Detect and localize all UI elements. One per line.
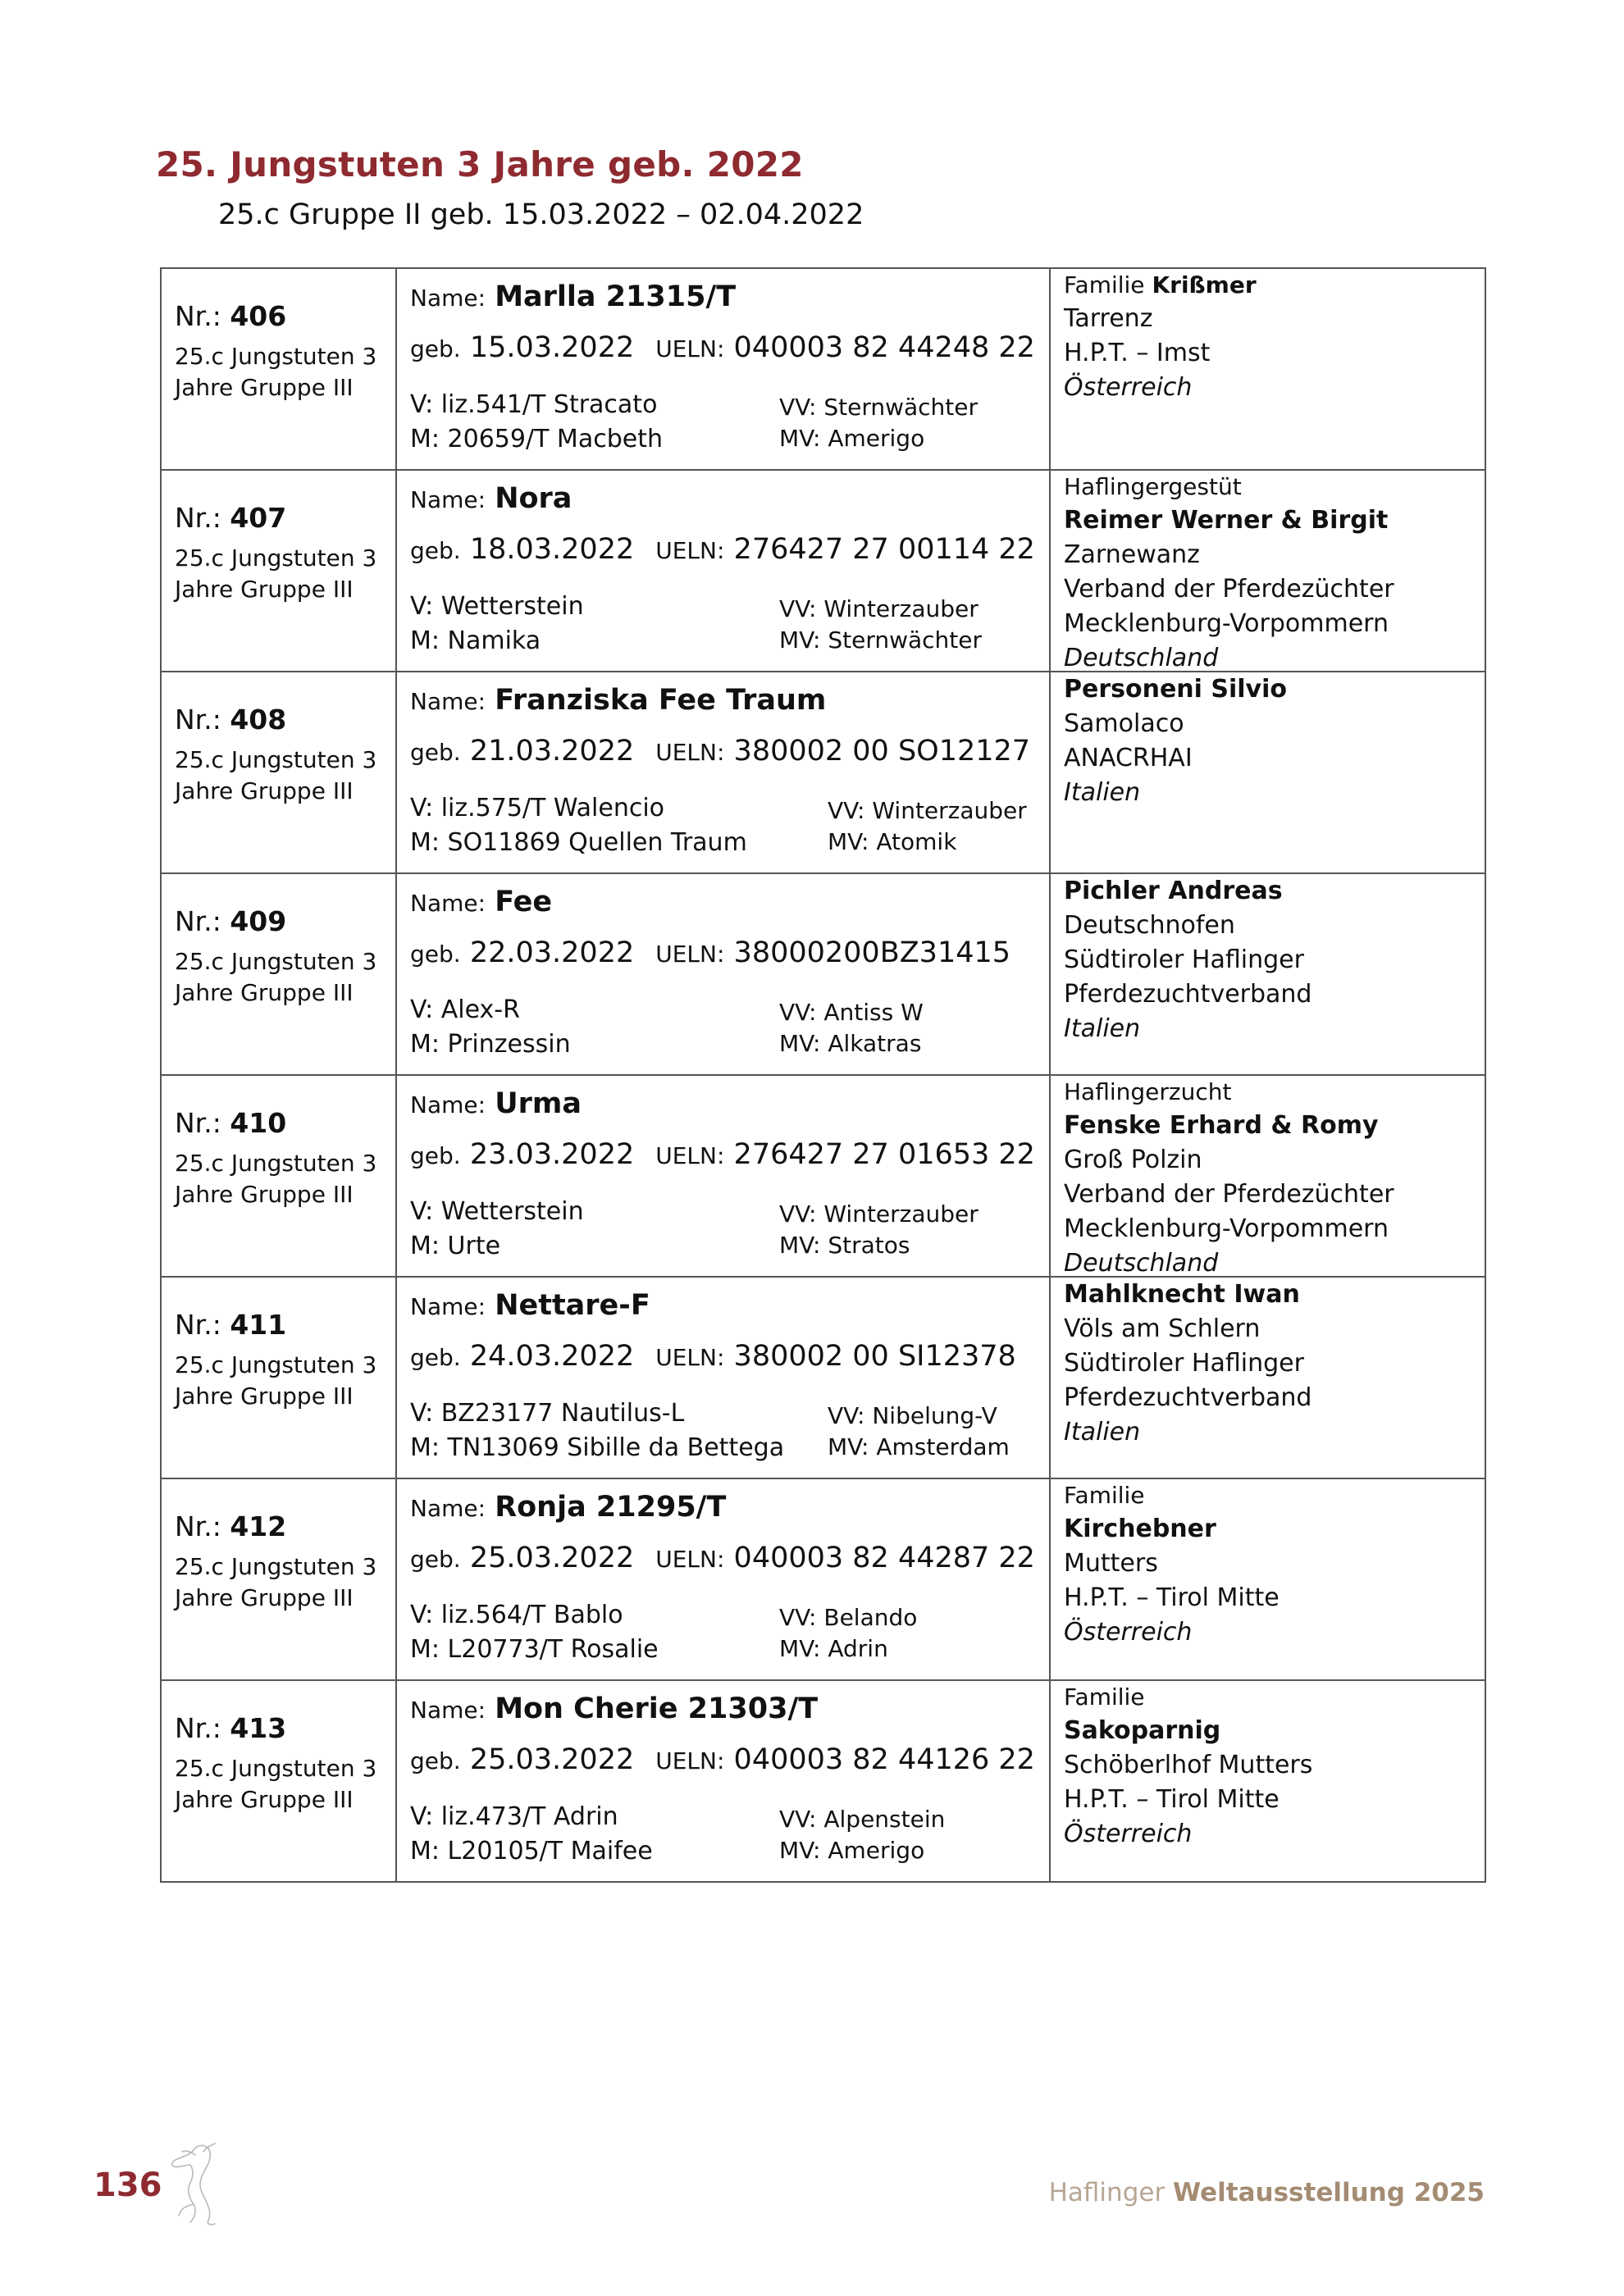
owner-line-text: Haflingergestüt xyxy=(1064,473,1242,500)
horse-info-cell xyxy=(396,1277,1050,1478)
owner-line-text: Deutschland xyxy=(1064,644,1219,672)
sire: V: BZ23177 Nautilus-L xyxy=(410,1399,685,1428)
name-label: Name: xyxy=(410,285,486,312)
owner-line xyxy=(1064,1581,1280,1615)
owner-line-text: Verband der Pferdezüchter xyxy=(1064,575,1394,604)
birth-ueln xyxy=(410,1340,1016,1373)
entries-body xyxy=(161,268,1485,1882)
owner-line xyxy=(1064,1681,1312,1714)
nr-value: 411 xyxy=(230,1309,287,1341)
nr-value: 408 xyxy=(230,704,287,736)
ueln-label: UELN: xyxy=(655,1747,725,1774)
birth-ueln xyxy=(410,331,1035,364)
owner-line xyxy=(1064,1783,1312,1817)
name-value: Marlla 21315/T xyxy=(495,280,737,313)
owner-line xyxy=(1064,707,1287,741)
owner-line-text: Groß Polzin xyxy=(1064,1146,1202,1174)
owner-line-text: Völs am Schlern xyxy=(1064,1314,1261,1343)
owner-line-text: Österreich xyxy=(1064,1618,1193,1647)
owner-line-text: Pichler Andreas xyxy=(1064,877,1283,905)
owner-line-text: Mecklenburg-Vorpommern xyxy=(1064,1214,1389,1243)
entry-number xyxy=(175,300,286,332)
sire: V: Alex-R xyxy=(410,995,520,1024)
birth-date: 23.03.2022 xyxy=(469,1138,635,1171)
birth-date: 25.03.2022 xyxy=(469,1743,635,1776)
dam: M: SO11869 Quellen Traum xyxy=(410,828,747,857)
owner-cell xyxy=(1050,1478,1485,1680)
owner-line xyxy=(1064,336,1257,371)
owner-line-text: Schöberlhof Mutters xyxy=(1064,1751,1313,1779)
owner-block xyxy=(1064,1278,1312,1450)
owner-line xyxy=(1064,471,1394,503)
dam: M: 20659/T Macbeth xyxy=(410,425,663,453)
geb-label: geb. xyxy=(410,537,461,564)
entry-group: 25.c Jungstuten 3 Jahre Gruppe III xyxy=(175,343,377,401)
owner-line xyxy=(1064,1346,1312,1381)
nr-value: 410 xyxy=(230,1107,287,1139)
table-row xyxy=(161,1075,1485,1277)
sire-sire: VV: Belando xyxy=(779,1604,918,1631)
birth-ueln xyxy=(410,936,1010,969)
nr-label: Nr.: xyxy=(175,1510,221,1542)
entry-number-cell xyxy=(161,1075,396,1277)
entry-group: 25.c Jungstuten 3 Jahre Gruppe III xyxy=(175,1150,377,1208)
owner-block xyxy=(1064,1681,1312,1852)
owner-line xyxy=(1064,607,1394,641)
entry-number xyxy=(175,1309,286,1341)
owner-line xyxy=(1064,1012,1312,1046)
horse-info-cell xyxy=(396,1075,1050,1277)
horse-name xyxy=(410,1491,726,1524)
dam-sire: MV: Amerigo xyxy=(779,425,925,452)
entry-number-cell xyxy=(161,1680,396,1882)
ueln-label: UELN: xyxy=(655,1344,725,1371)
ueln-value: 380002 00 SO12127 xyxy=(733,735,1031,768)
owner-line-text: Österreich xyxy=(1064,373,1193,402)
table-row xyxy=(161,672,1485,873)
owner-line xyxy=(1064,1178,1394,1212)
owner-line xyxy=(1064,1312,1312,1346)
footer-brand xyxy=(1049,2178,1485,2207)
sire-sire: VV: Winterzauber xyxy=(828,797,1027,824)
geb-label: geb. xyxy=(410,941,461,968)
dam: M: Namika xyxy=(410,626,541,655)
page-subtitle: 25.c Gruppe II geb. 15.03.2022 – 02.04.2022 xyxy=(218,198,864,231)
page-number: 136 xyxy=(94,2166,162,2204)
horse-logo-icon xyxy=(157,2140,231,2230)
dam-sire: MV: Amsterdam xyxy=(828,1433,1010,1460)
name-value: Urma xyxy=(495,1087,582,1120)
sire-sire: VV: Winterzauber xyxy=(779,595,979,622)
dam-sire: MV: Atomik xyxy=(828,828,957,855)
sire-sire: VV: Nibelung-V xyxy=(828,1402,997,1429)
owner-line xyxy=(1064,874,1312,909)
sire-sire: VV: Winterzauber xyxy=(779,1200,979,1228)
dam-sire: MV: Adrin xyxy=(779,1635,888,1662)
owner-line-text: Kirchebner xyxy=(1064,1515,1216,1543)
ueln-value: 38000200BZ31415 xyxy=(733,936,1011,969)
owner-line xyxy=(1064,1615,1280,1650)
nr-label: Nr.: xyxy=(175,704,221,736)
nr-value: 407 xyxy=(230,502,287,534)
name-value: Nora xyxy=(495,482,573,515)
owner-line-text: Österreich xyxy=(1064,1820,1193,1848)
ueln-value: 040003 82 44287 22 xyxy=(733,1542,1035,1574)
geb-label: geb. xyxy=(410,1142,461,1169)
owner-cell xyxy=(1050,1277,1485,1478)
owner-block xyxy=(1064,672,1287,810)
geb-label: geb. xyxy=(410,335,461,362)
ueln-label: UELN: xyxy=(655,537,725,564)
ueln-value: 040003 82 44126 22 xyxy=(733,1743,1035,1776)
birth-ueln xyxy=(410,1743,1035,1776)
birth-ueln xyxy=(410,533,1035,566)
owner-line-text: Deutschland xyxy=(1064,1249,1219,1278)
owner-line-text: H.P.T. – Imst xyxy=(1064,339,1211,367)
name-value: Mon Cherie 21303/T xyxy=(495,1692,819,1725)
owner-line-text: Familie xyxy=(1064,1482,1145,1509)
nr-value: 413 xyxy=(230,1712,287,1744)
nr-value: 409 xyxy=(230,905,287,937)
dam: M: Urte xyxy=(410,1232,501,1260)
owner-line xyxy=(1064,1076,1394,1109)
sire: V: liz.575/T Walencio xyxy=(410,794,665,822)
birth-ueln xyxy=(410,1138,1035,1171)
name-label: Name: xyxy=(410,1293,486,1320)
owner-line-text: Südtiroler Haflinger xyxy=(1064,1349,1304,1378)
owner-line-text: Fenske Erhard & Romy xyxy=(1064,1111,1379,1140)
footer-brand-light: Haflinger xyxy=(1048,2178,1166,2207)
owner-line xyxy=(1064,1479,1280,1512)
horse-name xyxy=(410,684,826,717)
dam: M: Prinzessin xyxy=(410,1030,571,1059)
horse-name xyxy=(410,1087,582,1120)
nr-label: Nr.: xyxy=(175,502,221,534)
owner-line xyxy=(1064,538,1394,572)
owner-line xyxy=(1064,1381,1312,1415)
ueln-value: 040003 82 44248 22 xyxy=(733,331,1035,364)
owner-line-text: Italien xyxy=(1064,1418,1141,1446)
owner-cell xyxy=(1050,470,1485,672)
owner-line-text: Italien xyxy=(1064,778,1141,807)
name-value: Nettare-F xyxy=(495,1289,650,1322)
entry-number-cell xyxy=(161,672,396,873)
birth-date: 15.03.2022 xyxy=(469,331,635,364)
owner-line xyxy=(1064,776,1287,810)
horse-name xyxy=(410,280,736,313)
owner-line xyxy=(1064,1748,1312,1783)
entry-group: 25.c Jungstuten 3 Jahre Gruppe III xyxy=(175,1553,377,1611)
ueln-label: UELN: xyxy=(655,941,725,968)
owner-line xyxy=(1064,1212,1394,1246)
entry-group: 25.c Jungstuten 3 Jahre Gruppe III xyxy=(175,948,377,1006)
owner-line xyxy=(1064,1547,1280,1581)
owner-line xyxy=(1064,1714,1312,1748)
owner-cell xyxy=(1050,672,1485,873)
owner-line-text: Familie xyxy=(1064,1683,1145,1711)
nr-value: 406 xyxy=(230,300,287,332)
owner-line xyxy=(1064,1817,1312,1852)
horse-info-cell xyxy=(396,873,1050,1075)
owner-line-text: Familie xyxy=(1064,271,1152,298)
horse-info-cell xyxy=(396,470,1050,672)
owner-cell xyxy=(1050,1075,1485,1277)
nr-label: Nr.: xyxy=(175,1712,221,1744)
owner-block xyxy=(1064,874,1312,1046)
sire-sire: VV: Alpenstein xyxy=(779,1806,946,1833)
table-row xyxy=(161,1680,1485,1882)
birth-ueln xyxy=(410,735,1030,768)
dam: M: L20773/T Rosalie xyxy=(410,1635,659,1664)
table-row xyxy=(161,268,1485,470)
owner-cell xyxy=(1050,268,1485,470)
geb-label: geb. xyxy=(410,1747,461,1774)
name-value: Franziska Fee Traum xyxy=(495,684,827,717)
entry-group: 25.c Jungstuten 3 Jahre Gruppe III xyxy=(175,544,377,603)
owner-line xyxy=(1064,302,1257,336)
entry-number xyxy=(175,704,286,736)
owner-line-text: Verband der Pferdezüchter xyxy=(1064,1180,1394,1209)
ueln-value: 380002 00 SI12378 xyxy=(733,1340,1016,1373)
owner-line-text: Mecklenburg-Vorpommern xyxy=(1064,609,1389,638)
owner-line-text: Haflingerzucht xyxy=(1064,1078,1232,1105)
owner-line-text: Samolaco xyxy=(1064,709,1184,738)
ueln-value: 276427 27 00114 22 xyxy=(733,533,1035,566)
ueln-label: UELN: xyxy=(655,335,725,362)
horse-info-cell xyxy=(396,672,1050,873)
owner-line-text: Zarnewanz xyxy=(1064,540,1200,569)
owner-line-text: Südtiroler Haflinger xyxy=(1064,945,1304,974)
owner-line-text: Pferdezuchtverband xyxy=(1064,1383,1312,1412)
dam: M: L20105/T Maifee xyxy=(410,1837,653,1866)
ueln-label: UELN: xyxy=(655,739,725,766)
entry-group: 25.c Jungstuten 3 Jahre Gruppe III xyxy=(175,746,377,804)
owner-line xyxy=(1064,1246,1394,1281)
ueln-value: 276427 27 01653 22 xyxy=(733,1138,1035,1171)
horse-name xyxy=(410,482,572,515)
owner-line xyxy=(1064,269,1257,302)
owner-line xyxy=(1064,1143,1394,1178)
horse-info-cell xyxy=(396,1680,1050,1882)
owner-line xyxy=(1064,503,1394,538)
name-label: Name: xyxy=(410,1091,486,1118)
owner-block xyxy=(1064,1076,1394,1281)
geb-label: geb. xyxy=(410,739,461,766)
sire: V: Wetterstein xyxy=(410,1197,584,1226)
owner-block xyxy=(1064,1479,1280,1650)
entry-number-cell xyxy=(161,1277,396,1478)
birth-date: 25.03.2022 xyxy=(469,1542,635,1574)
table-row xyxy=(161,470,1485,672)
owner-line-text: Reimer Werner & Birgit xyxy=(1064,506,1389,535)
owner-line xyxy=(1064,1415,1312,1450)
owner-line xyxy=(1064,1512,1280,1547)
owner-line xyxy=(1064,1109,1394,1143)
sire: V: Wetterstein xyxy=(410,592,584,621)
nr-label: Nr.: xyxy=(175,1107,221,1139)
birth-ueln xyxy=(410,1542,1035,1574)
nr-label: Nr.: xyxy=(175,1309,221,1341)
birth-date: 21.03.2022 xyxy=(469,735,635,768)
entry-number xyxy=(175,1510,286,1542)
horse-name xyxy=(410,1692,818,1725)
name-label: Name: xyxy=(410,1495,486,1522)
entry-number xyxy=(175,1712,286,1744)
dam-sire: MV: Alkatras xyxy=(779,1030,922,1057)
birth-date: 18.03.2022 xyxy=(469,533,635,566)
entry-number xyxy=(175,1107,286,1139)
owner-block xyxy=(1064,471,1394,676)
owner-line-text: Sakoparnig xyxy=(1064,1716,1221,1745)
entry-group: 25.c Jungstuten 3 Jahre Gruppe III xyxy=(175,1351,377,1410)
dam: M: TN13069 Sibille da Bettega xyxy=(410,1433,785,1462)
page-title: 25. Jungstuten 3 Jahre geb. 2022 xyxy=(156,144,804,184)
entry-number-cell xyxy=(161,1478,396,1680)
dam-sire: MV: Amerigo xyxy=(779,1837,925,1864)
owner-line-text: Deutschnofen xyxy=(1064,911,1235,940)
entries-table xyxy=(160,267,1486,1883)
sire: V: liz.564/T Bablo xyxy=(410,1601,623,1629)
entry-number-cell xyxy=(161,873,396,1075)
sire-sire: VV: Antiss W xyxy=(779,999,924,1026)
owner-cell xyxy=(1050,873,1485,1075)
ueln-label: UELN: xyxy=(655,1546,725,1573)
owner-name-bold: Krißmer xyxy=(1152,271,1257,298)
entry-number-cell xyxy=(161,470,396,672)
owner-line xyxy=(1064,909,1312,943)
geb-label: geb. xyxy=(410,1344,461,1371)
name-value: Ronja 21295/T xyxy=(495,1491,727,1524)
table-row xyxy=(161,1478,1485,1680)
owner-block xyxy=(1064,269,1257,405)
owner-cell xyxy=(1050,1680,1485,1882)
owner-line-text: H.P.T. – Tirol Mitte xyxy=(1064,1583,1280,1612)
owner-line xyxy=(1064,641,1394,676)
table-row xyxy=(161,873,1485,1075)
ueln-label: UELN: xyxy=(655,1142,725,1169)
table-row xyxy=(161,1277,1485,1478)
nr-label: Nr.: xyxy=(175,905,221,937)
horse-name xyxy=(410,1289,650,1322)
owner-line xyxy=(1064,977,1312,1012)
horse-info-cell xyxy=(396,268,1050,470)
entry-number-cell xyxy=(161,268,396,470)
owner-line xyxy=(1064,1278,1312,1312)
owner-line-text: Mahlknecht Iwan xyxy=(1064,1280,1300,1309)
dam-sire: MV: Sternwächter xyxy=(779,626,983,654)
name-label: Name: xyxy=(410,688,486,715)
owner-line xyxy=(1064,572,1394,607)
horse-name xyxy=(410,886,552,918)
owner-line-text: Pferdezuchtverband xyxy=(1064,980,1312,1009)
owner-line-text: Personeni Silvio xyxy=(1064,675,1288,704)
owner-line-text: Italien xyxy=(1064,1014,1141,1043)
sire: V: liz.541/T Stracato xyxy=(410,390,658,419)
geb-label: geb. xyxy=(410,1546,461,1573)
sire-sire: VV: Sternwächter xyxy=(779,394,979,421)
birth-date: 22.03.2022 xyxy=(469,936,635,969)
dam-sire: MV: Stratos xyxy=(779,1232,910,1259)
footer-brand-bold: Weltausstellung 2025 xyxy=(1173,2178,1485,2207)
name-value: Fee xyxy=(495,886,553,918)
nr-value: 412 xyxy=(230,1510,287,1542)
owner-line-text: H.P.T. – Tirol Mitte xyxy=(1064,1785,1280,1814)
birth-date: 24.03.2022 xyxy=(469,1340,635,1373)
owner-line xyxy=(1064,371,1257,405)
owner-line-text: ANACRHAI xyxy=(1064,744,1193,772)
sire: V: liz.473/T Adrin xyxy=(410,1802,618,1831)
name-label: Name: xyxy=(410,890,486,917)
name-label: Name: xyxy=(410,1697,486,1724)
owner-line xyxy=(1064,741,1287,776)
owner-line xyxy=(1064,943,1312,977)
entry-number xyxy=(175,905,286,937)
owner-line-text: Mutters xyxy=(1064,1549,1158,1578)
entry-group: 25.c Jungstuten 3 Jahre Gruppe III xyxy=(175,1755,377,1813)
name-label: Name: xyxy=(410,486,486,513)
nr-label: Nr.: xyxy=(175,300,221,332)
horse-info-cell xyxy=(396,1478,1050,1680)
owner-line-text: Tarrenz xyxy=(1064,304,1153,333)
entry-number xyxy=(175,502,286,534)
owner-line xyxy=(1064,672,1287,707)
